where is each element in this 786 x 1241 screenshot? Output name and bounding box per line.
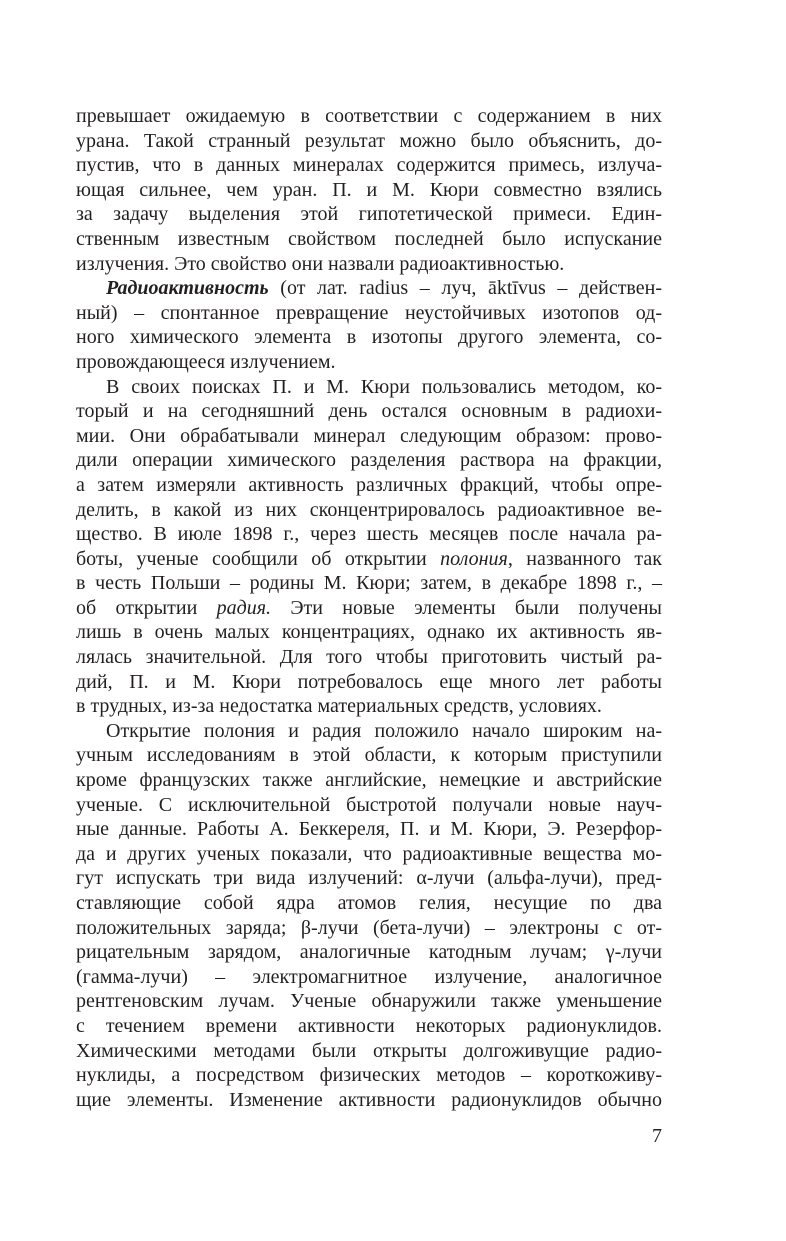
text-line: учным исследованиям в этой области, к которым приступили — [76, 744, 662, 767]
text-line: ственным известным свойством последней было испускание — [76, 227, 662, 250]
text-line: лялась значительной. Для того чтобы приготовить чистый ра- — [76, 646, 662, 669]
text-line: ного химического элемента в изотопы другого элемента, со- — [76, 326, 662, 349]
text-line: провождающееся излучением. — [76, 350, 336, 373]
text-line: излучения. Это свойство они назвали радиоактивностью. — [76, 252, 565, 275]
text-line: Химическими методами были открыты долгоживущие радио- — [76, 1039, 662, 1062]
text-line: в честь Польши – родины М. Кюри; затем, в декабре 1898 г., – — [76, 572, 662, 595]
text-line: да и других ученых показали, что радиоактивные вещества мо- — [76, 842, 662, 865]
text-line: положительных заряда; β-лучи (бета-лучи) – электроны с от- — [76, 916, 662, 939]
text-line — [76, 547, 662, 572]
text-line: рентгеновским лучам. Ученые обнаружили также уменьшение — [76, 990, 662, 1013]
text-line: делить, в какой из них сконцентрировалось радиоактивное ве- — [76, 498, 662, 521]
text-line: В своих поисках П. и М. Кюри пользовались методом, ко- — [106, 375, 662, 398]
text-fragment: Эти новые элементы были получены — [271, 596, 662, 619]
page-body — [76, 104, 662, 1112]
text-line: дий, П. и М. Кюри потребовалось еще много лет работы — [76, 670, 662, 693]
definition-text: (от лат. radius – луч, āktīvus – действен- — [268, 277, 662, 300]
text-line — [76, 276, 662, 301]
text-line: рицательным зарядом, аналогичные катодным лучам; γ-лучи — [76, 941, 662, 964]
polonium-term: полония — [440, 547, 508, 570]
text-line: ставляющие собой ядра атомов гелия, несущие по два — [76, 892, 662, 914]
text-line: за задачу выделения этой гипотетической примеси. Един- — [76, 203, 662, 226]
definition-paragraph — [76, 276, 662, 374]
text-line: (гамма-лучи) – электромагнитное излучение, аналогичное — [76, 965, 662, 988]
text-line: мии. Они обрабатывали минерал следующим образом: прово- — [76, 424, 662, 447]
text-fragment: об открытии — [76, 596, 217, 619]
text-line: гут испускать три вида излучений: α-лучи (альфа-лучи), пред- — [76, 867, 662, 890]
text-line: превышает ожидаемую в соответствии с содержанием в них — [76, 105, 662, 127]
text-line: лишь в очень малых концентрациях, однако их активность яв- — [76, 621, 662, 644]
text-line: кроме французских также английские, немецкие и австрийские — [76, 769, 662, 792]
text-line: ный) – спонтанное превращение неустойчивых изотопов од- — [76, 301, 662, 324]
text-line: щие элементы. Изменение активности радионуклидов обычно — [76, 1088, 662, 1111]
text-line: с течением времени активности некоторых радионуклидов. — [76, 1014, 662, 1037]
paragraph-1 — [76, 104, 662, 276]
page-number: 7 — [652, 1125, 662, 1147]
text-line: ющая сильнее, чем уран. П. и М. Кюри совместно взялись — [76, 178, 662, 201]
text-line: в трудных, из-за недостатка материальных средств, условиях. — [76, 695, 602, 718]
radium-term: радия. — [216, 596, 272, 619]
text-fragment: боты, ученые сообщили об открытии — [76, 547, 441, 570]
text-line — [76, 596, 662, 621]
text-line: ученые. С исключительной быстротой получали новые науч- — [76, 793, 662, 816]
text-line: нуклиды, а посредством физических методов – короткоживу- — [76, 1064, 662, 1087]
defined-term: Радиоактивность — [106, 277, 269, 300]
text-line: щество. В июле 1898 г., через шесть месяцев после начала ра- — [76, 523, 662, 546]
text-line: торый и на сегодняшний день остался основным в радиохи- — [76, 400, 662, 423]
text-line: дили операции химического разделения раствора на фракции, — [76, 449, 662, 472]
text-line: Открытие полония и радия положило начало широким на- — [106, 719, 662, 742]
text-line: а затем измеряли активность различных фракций, чтобы опре- — [76, 473, 662, 496]
paragraph-4 — [76, 719, 662, 1113]
paragraph-3 — [76, 375, 662, 719]
text-line: пустив, что в данных минералах содержится примесь, излуча- — [76, 154, 662, 177]
text-line: урана. Такой странный результат можно было объяснить, до- — [76, 129, 662, 152]
text-fragment: , названного так — [507, 547, 662, 570]
text-line: ные данные. Работы А. Беккереля, П. и М. Кюри, Э. Резерфор- — [76, 818, 662, 841]
